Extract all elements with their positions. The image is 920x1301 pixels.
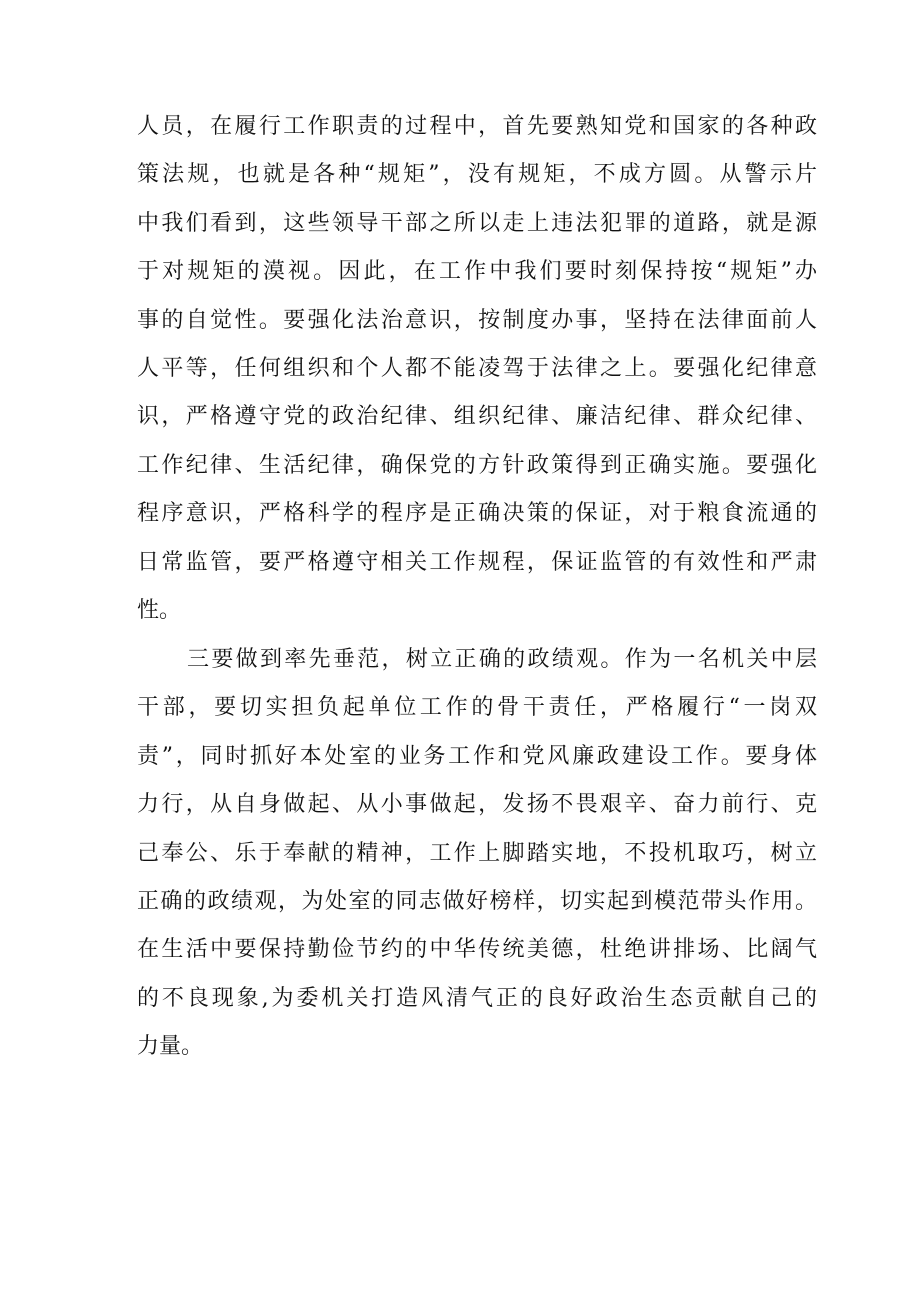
text-line: 策法规，也就是各种“规矩”，没有规矩，不成方圆。从警示片 [137, 162, 817, 188]
text-line: 的不良现象,为委机关打造风清气正的良好政治生态贡献自己的 [137, 985, 817, 1011]
text-line: 性。 [137, 597, 182, 623]
text-line: 工作纪律、生活纪律，确保党的方针政策得到正确实施。要强化 [137, 452, 817, 478]
text-line: 力量。 [137, 1034, 204, 1060]
text-line: 己奉公、乐于奉献的精神，工作上脚踏实地，不投机取巧，树立 [137, 840, 817, 866]
text-line: 程序意识，严格科学的程序是正确决策的保证，对于粮食流通的 [137, 501, 817, 527]
paragraph-2 [137, 636, 817, 1072]
text-line: 中我们看到，这些领导干部之所以走上违法犯罪的道路，就是源 [137, 210, 817, 236]
text-line: 力行，从自身做起、从小事做起，发扬不畏艰辛、奋力前行、克 [137, 792, 817, 818]
text-line: 干部，要切实担负起单位工作的骨干责任，严格履行“一岗双 [137, 695, 817, 721]
text-line: 三要做到率先垂范，树立正确的政绩观。作为一名机关中层 [187, 647, 817, 672]
text-line: 于对规矩的漠视。因此，在工作中我们要时刻保持按“规矩”办 [137, 259, 817, 285]
paragraph-1 [137, 103, 817, 635]
text-line: 在生活中要保持勤俭节约的中华传统美德，杜绝讲排场、比阔气 [137, 937, 817, 963]
text-line: 正确的政绩观，为处室的同志做好榜样，切实起到模范带头作用。 [137, 888, 817, 914]
text-line: 人员，在履行工作职责的过程中，首先要熟知党和国家的各种政 [137, 114, 817, 139]
text-line: 日常监管，要严格遵守相关工作规程，保证监管的有效性和严肃 [137, 549, 817, 575]
text-line: 识，严格遵守党的政治纪律、组织纪律、廉洁纪律、群众纪律、 [137, 404, 817, 430]
text-line: 责”，同时抓好本处室的业务工作和党风廉政建设工作。要身体 [137, 743, 817, 769]
text-line: 人平等，任何组织和个人都不能凌驾于法律之上。要强化纪律意 [137, 355, 817, 381]
text-line: 事的自觉性。要强化法治意识，按制度办事，坚持在法律面前人 [137, 307, 817, 333]
